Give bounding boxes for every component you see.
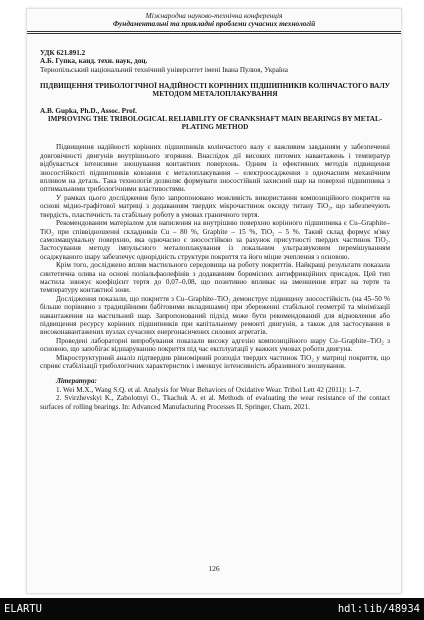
paragraph: Проведені лабораторні випробування показали високу адгезію композиційного шару Cu–Graphite–TiO₂ з основою, що запобігає відшаруванню покриття під час експлуатації у важких умовах роботи двигуна. (40, 336, 390, 354)
article-content (40, 49, 390, 411)
document-page (26, 8, 402, 594)
paragraph: Підвищення надійності корінних підшипників колінчастого валу є важливим завданням у забезпеченні довговічності двигунів внутрішнього згоряння. Внаслідок дії високих питомих навантажень і температур відбувається інтенсивне зношування контактних поверхонь. Одним із ефективних методів підвищення зносостійкості підшипників ковзання є металоплакування – електроосадження з одночасним механічним впливом на деталь. Така технологія дозволяє формувати зносостійкий захисний шар на поверхні підшипника з оптимальними трибологічними властивостями. (40, 143, 390, 194)
header-title: Фундаментальні та прикладні проблеми сучасних технологій (112, 19, 316, 29)
paragraph: Крім того, досліджено вплив мастильного середовища на роботу покриттів. Найкращі результати показала синтетична олива на основі поліальфаолефінів з додаванням борвмісних антифрикційних присадок. Цей тип мастила знижує коефіцієнт тертя до 0,07–0,08, що позитивно впливає на зменшення втрат на тертя та температуру контактної зони. (40, 261, 390, 295)
reference-item: 2. Svirzhevskyi K., Zabolotnyi O., Tkachuk A. et al. Methods of evaluating the wear resistance of the contact surfaces of rolling bearings. In: Advanced Manufacturing Processes II, Springer, Cham, 2021. (40, 394, 390, 411)
footer-bar (0, 598, 424, 620)
paragraph: Рекомендованим матеріалом для напилення на внутрішню поверхню корінного підшипника є Cu–Graphite–TiO₂ при співвідношенні складників Cu – 80 %, Graphite – 15 %, TiO₂ – 5 %. Такий склад формує м'яку самозмащувальну поверхню, яка одночасно є зносостійкою за рахунок присутності твердих частинок TiO₂. Застосування методу імпульсного металоплакування із локальним ультразвуковим перемішуванням осаджуваного шару забезпечує однорідність структури покриття та його міцне зчеплення з основою. (40, 219, 390, 261)
reference-item: 1. Wei M.X., Wang S.Q. et al. Analysis for Wear Behaviors of Oxidative Wear. Tribol Lett 42 (2011): 1–7. (56, 385, 361, 394)
article-title-ua: ПІДВИЩЕННЯ ТРИБОЛОГІЧНОЇ НАДІЙНОСТІ КОРІННИХ ПІДШИПНИКІВ КОЛІНЧАСТОГО ВАЛУ МЕТОДОМ МЕТАЛОПЛАКУВАННЯ (40, 82, 390, 99)
article-body (40, 143, 390, 370)
handle-id: hdl:lib/48934 (337, 603, 420, 615)
header-rule (27, 31, 401, 32)
paragraph: Дослідження показали, що покриття з Cu–Graphite–TiO₂ демонструє підвищену зносостійкість (на 45–50 % більше порівняно з традиційними бабітовими вкладишами) при збереженні стабільної геометрії та мінімізації навантаження на мастильний шар. Запропонований підхід може бути рекомендований для відновлення або підвищення ресурсу корінних підшипників при капітальному ремонті двигунів, а також для застосування в високонавантажених вузлах сучасних енергонасичених силових агрегатів. (40, 294, 390, 337)
header-conference: Міжнародна науково-технічна конференція (145, 11, 283, 20)
running-header (27, 9, 401, 34)
repository-name: ELARTU (4, 603, 42, 615)
author-line: А.Б. Гупка, канд. техн. наук, доц. (40, 57, 148, 66)
author-line-en: A.B. Gupka, Ph.D., Assoc. Prof. (40, 106, 137, 115)
udc-code: УДК 621.891.2 (40, 49, 86, 57)
page-number: 126 (208, 564, 220, 573)
affiliation: Тернопільський національний технічний університет імені Івана Пулюя, Україна (40, 65, 288, 74)
references (40, 377, 390, 411)
header-rule-thin (27, 33, 401, 34)
article-title-en: IMPROVING THE TRIBOLOGICAL RELIABILITY OF CRANKSHAFT MAIN BEARINGS BY METAL-PLATING METHOD (47, 115, 383, 132)
paragraph: Мікроструктурний аналіз підтвердив рівномірний розподіл твердих частинок TiO₂ у матриці покриття, що сприяє стабілізації трибологічних характеристик і зменшує інтенсивність абразивного зношування. (40, 353, 390, 370)
paragraph: У рамках цього дослідження було запропоновано можливість використання композиційного покриття на основі мідно-графітової матриці з додаванням твердих мікрочастинок оксиду титану TiO₂, що забезпечують твердість, пластичність та стабільну роботу в умовах граничного тертя. (40, 193, 390, 219)
references-heading: Література: (56, 377, 97, 386)
